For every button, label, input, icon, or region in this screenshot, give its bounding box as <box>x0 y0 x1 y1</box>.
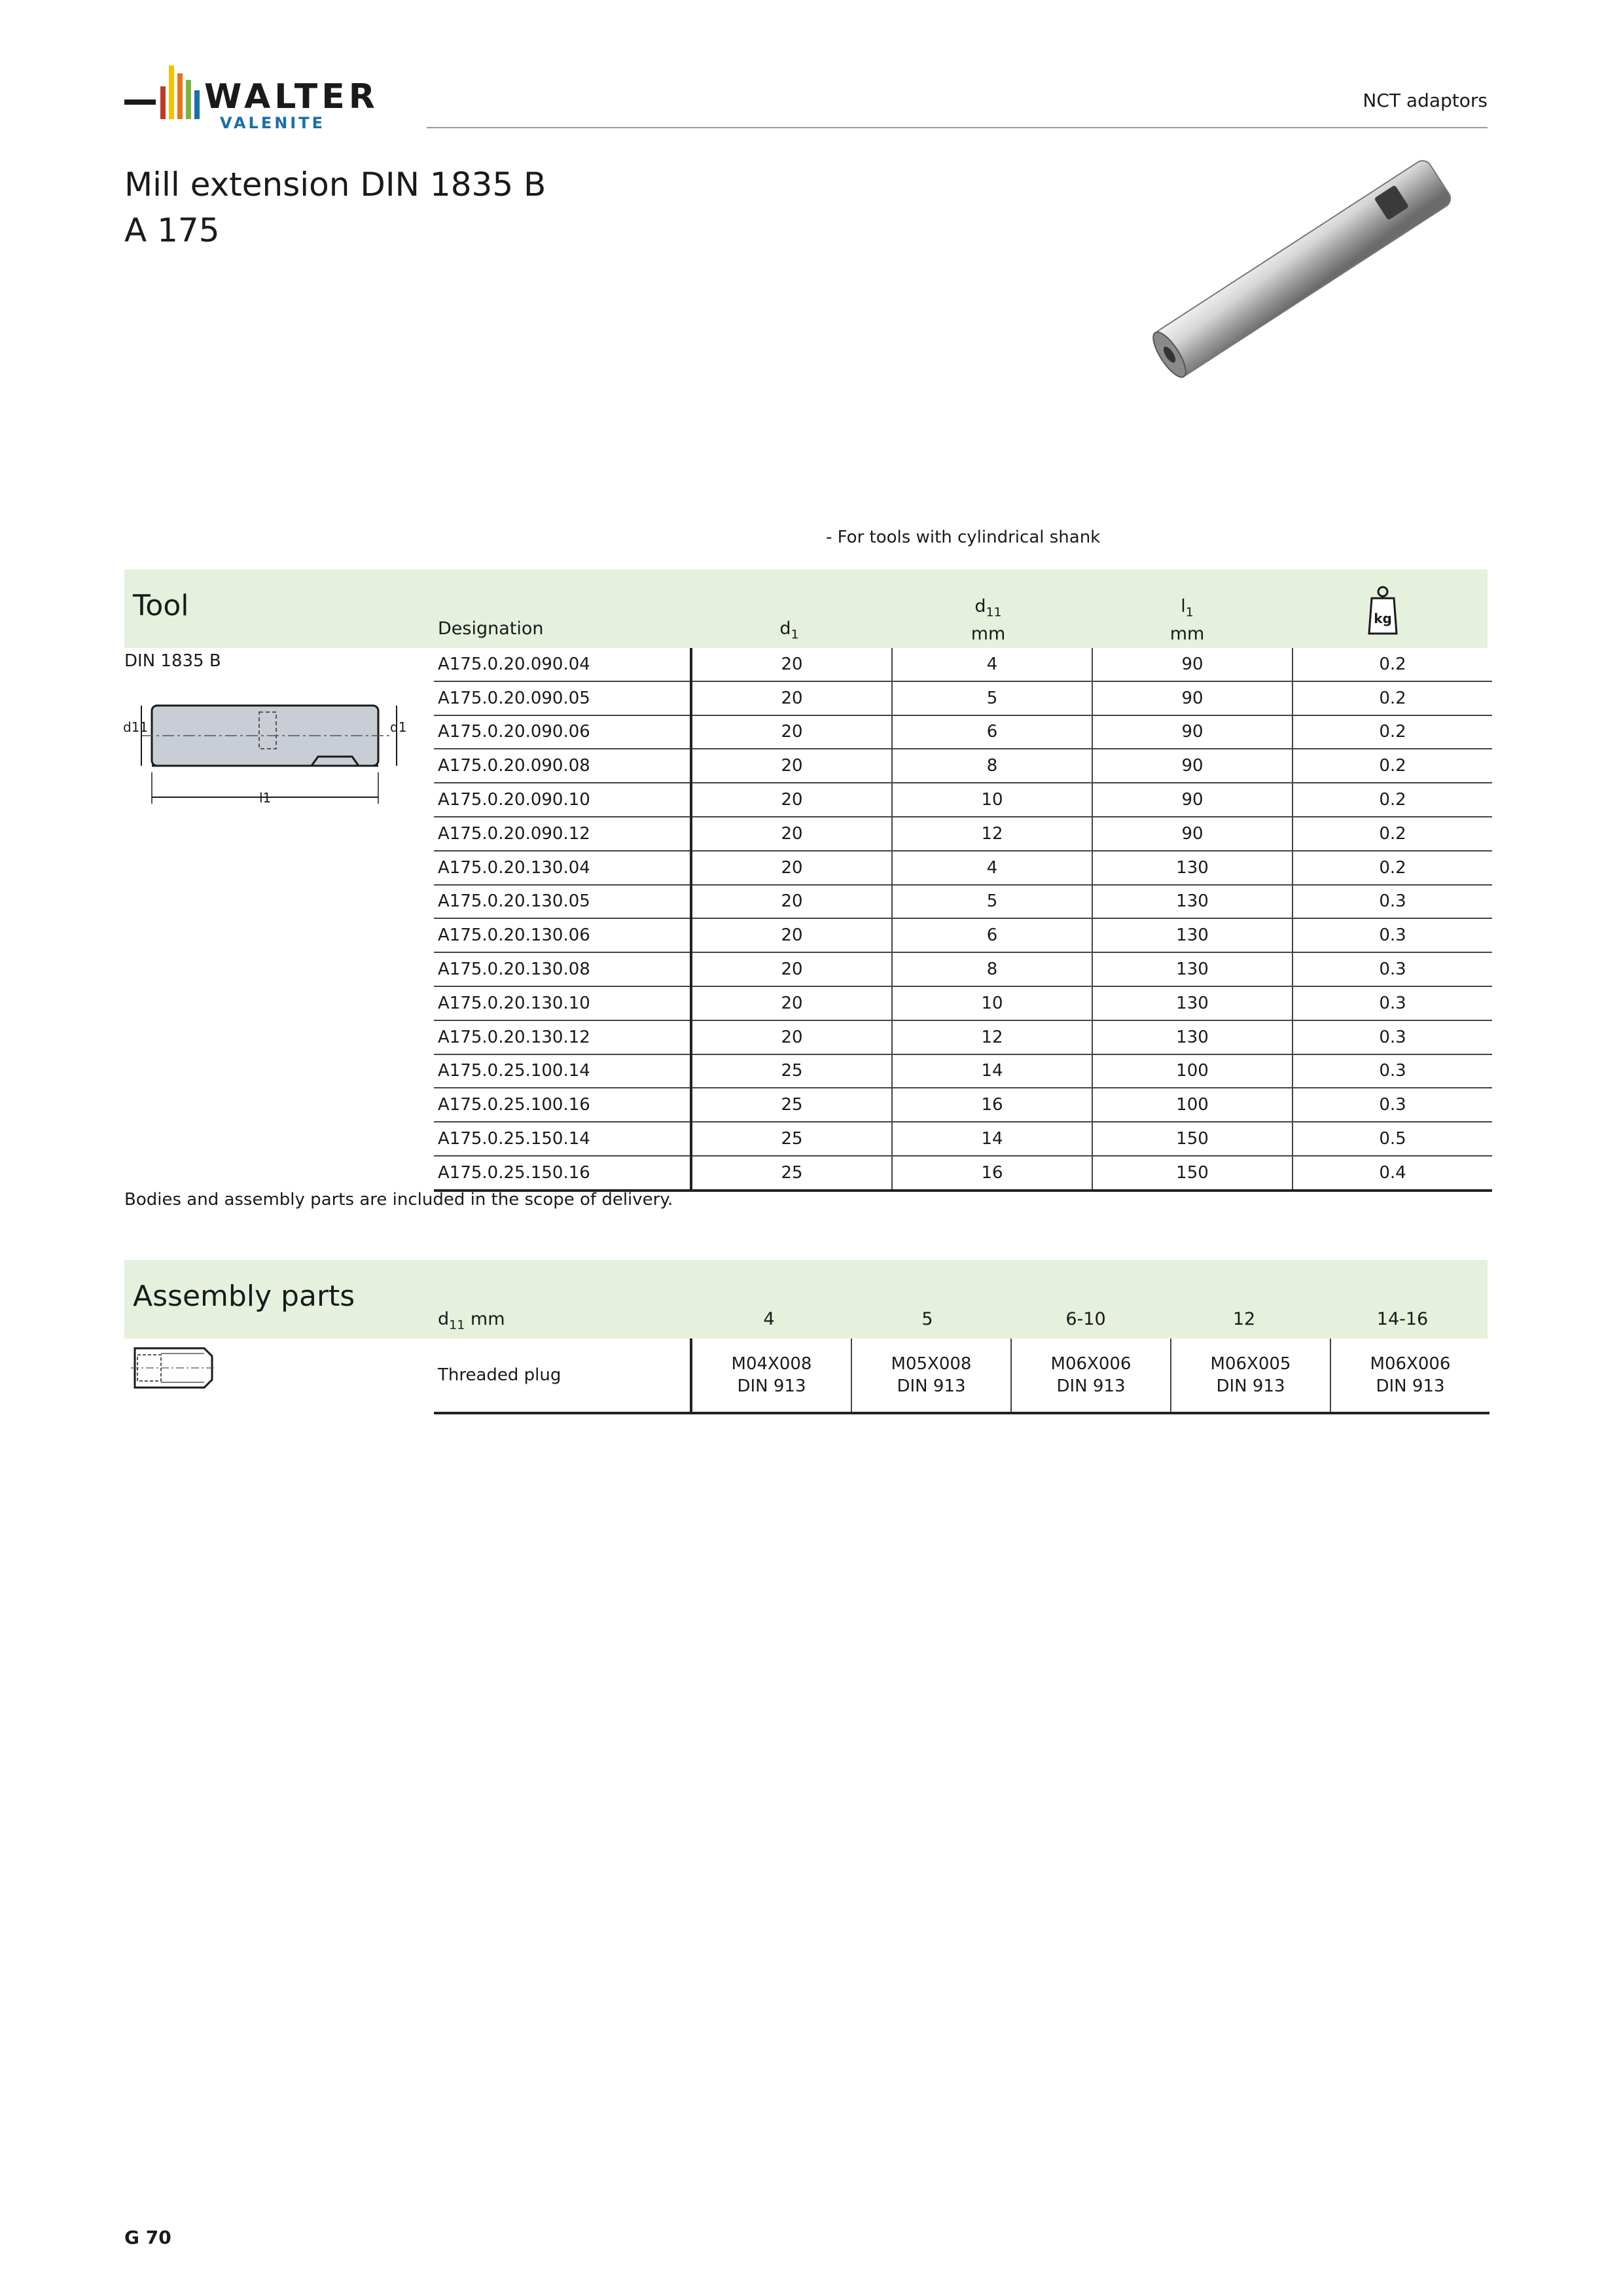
cell-d11: 6 <box>892 918 1092 952</box>
cell-weight: 0.3 <box>1293 986 1492 1020</box>
cell-designation: A175.0.20.130.10 <box>434 986 691 1020</box>
logo-text-valenite: VALENITE <box>220 114 325 132</box>
threaded-plug-drawing <box>131 1342 216 1394</box>
tool-table <box>434 648 1492 1192</box>
cell-d11: 12 <box>892 1020 1092 1054</box>
assembly-col-label <box>438 1309 505 1332</box>
cell-d11: 12 <box>892 817 1092 851</box>
assembly-part-code: M05X008 <box>891 1354 972 1374</box>
cell-weight: 0.3 <box>1293 952 1492 986</box>
cell-l1: 90 <box>1092 817 1293 851</box>
cell-l1: 130 <box>1092 851 1293 885</box>
cell-designation: A175.0.25.150.14 <box>434 1122 691 1156</box>
cell-weight: 0.3 <box>1293 885 1492 919</box>
cell-l1: 90 <box>1092 681 1293 715</box>
cell-designation: A175.0.20.130.08 <box>434 952 691 986</box>
cell-designation: A175.0.20.090.08 <box>434 749 691 783</box>
cell-d11: 5 <box>892 681 1092 715</box>
col-l1-sub: 1 <box>1185 605 1194 620</box>
tool-row <box>434 952 1492 986</box>
col-d11 <box>889 596 1088 645</box>
cell-d1: 20 <box>691 851 892 885</box>
cell-weight: 0.2 <box>1293 681 1492 715</box>
cell-weight: 0.2 <box>1293 648 1492 681</box>
cell-l1: 130 <box>1092 885 1293 919</box>
cell-d1: 20 <box>691 681 892 715</box>
assembly-part-norm: DIN 913 <box>1216 1376 1285 1396</box>
tool-row <box>434 681 1492 715</box>
cell-weight: 0.2 <box>1293 715 1492 749</box>
cell-d1: 20 <box>691 885 892 919</box>
assembly-part-code: M06X006 <box>1050 1354 1132 1374</box>
col-d1-symbol: d <box>779 619 791 639</box>
tool-row <box>434 715 1492 749</box>
col-designation: Designation <box>438 619 544 639</box>
page-title: Mill extension DIN 1835 B <box>124 166 546 204</box>
cell-d11: 14 <box>892 1054 1092 1088</box>
assembly-table <box>434 1338 1489 1414</box>
cell-l1: 90 <box>1092 783 1293 817</box>
assembly-col-3: 12 <box>1232 1309 1256 1329</box>
cell-d1: 25 <box>691 1054 892 1088</box>
tool-row <box>434 1020 1492 1054</box>
page-number: G 70 <box>124 2227 171 2248</box>
product-image <box>1113 151 1492 386</box>
cell-designation: A175.0.20.090.05 <box>434 681 691 715</box>
cell-weight: 0.5 <box>1293 1122 1492 1156</box>
cell-l1: 130 <box>1092 1020 1293 1054</box>
cell-d11: 8 <box>892 749 1092 783</box>
cell-d1: 20 <box>691 817 892 851</box>
cell-d11: 8 <box>892 952 1092 986</box>
tool-row <box>434 749 1492 783</box>
cell-weight: 0.2 <box>1293 783 1492 817</box>
cell-l1: 100 <box>1092 1088 1293 1122</box>
drawing-label-l1: l1 <box>259 790 272 806</box>
cell-weight: 0.3 <box>1293 1088 1492 1122</box>
col-l1-symbol: l <box>1181 596 1186 617</box>
section-label: NCT adaptors <box>1363 90 1488 111</box>
assembly-part-code: M06X006 <box>1370 1354 1451 1374</box>
assembly-band-title: Assembly parts <box>133 1280 355 1313</box>
cell-designation: A175.0.20.130.05 <box>434 885 691 919</box>
cell-d11: 4 <box>892 851 1092 885</box>
cell-designation: A175.0.20.090.06 <box>434 715 691 749</box>
cell-l1: 90 <box>1092 648 1293 681</box>
note-text: - For tools with cylindrical shank <box>826 528 1101 547</box>
cell-designation: A175.0.20.130.04 <box>434 851 691 885</box>
cell-d11: 16 <box>892 1156 1092 1191</box>
cell-designation: A175.0.25.100.16 <box>434 1088 691 1122</box>
tool-row <box>434 1122 1492 1156</box>
cell-d1: 25 <box>691 1156 892 1191</box>
cell-designation: A175.0.25.150.16 <box>434 1156 691 1191</box>
cell-designation: A175.0.20.130.06 <box>434 918 691 952</box>
cell-d11: 5 <box>892 885 1092 919</box>
assembly-col-unit: mm <box>465 1309 505 1329</box>
cell-l1: 150 <box>1092 1156 1293 1191</box>
cell-d1: 25 <box>691 1088 892 1122</box>
assembly-part-norm: DIN 913 <box>897 1376 966 1396</box>
cell-d1: 20 <box>691 749 892 783</box>
cell-l1: 100 <box>1092 1054 1293 1088</box>
tool-row <box>434 783 1492 817</box>
cell-weight: 0.2 <box>1293 851 1492 885</box>
cell-l1: 90 <box>1092 715 1293 749</box>
assembly-part-3 <box>1171 1338 1330 1413</box>
cell-d11: 10 <box>892 986 1092 1020</box>
assembly-col-2: 6-10 <box>1065 1309 1106 1329</box>
cell-weight: 0.3 <box>1293 1054 1492 1088</box>
assembly-col-1: 5 <box>921 1309 933 1329</box>
col-d11-sub: 11 <box>986 605 1002 620</box>
cell-weight: 0.4 <box>1293 1156 1492 1191</box>
assembly-part-norm: DIN 913 <box>1376 1376 1445 1396</box>
tool-row <box>434 851 1492 885</box>
cell-d1: 25 <box>691 1122 892 1156</box>
col-d11-unit: mm <box>971 624 1006 645</box>
header-rule <box>427 127 1488 128</box>
cell-designation: A175.0.20.090.10 <box>434 783 691 817</box>
technical-drawing <box>122 694 410 812</box>
cell-d1: 20 <box>691 1020 892 1054</box>
assembly-part-4 <box>1330 1338 1489 1413</box>
tool-band-title: Tool <box>133 589 189 622</box>
cell-d1: 20 <box>691 986 892 1020</box>
cell-d11: 14 <box>892 1122 1092 1156</box>
logo-text-walter: WALTER <box>204 77 379 117</box>
tool-row <box>434 986 1492 1020</box>
cell-d1: 20 <box>691 648 892 681</box>
cell-weight: 0.2 <box>1293 749 1492 783</box>
cell-designation: A175.0.20.130.12 <box>434 1020 691 1054</box>
assembly-part-0 <box>691 1338 851 1413</box>
cell-l1: 130 <box>1092 952 1293 986</box>
cell-l1: 90 <box>1092 749 1293 783</box>
col-l1-unit: mm <box>1169 624 1205 645</box>
tool-row <box>434 1156 1492 1191</box>
cell-designation: A175.0.25.100.14 <box>434 1054 691 1088</box>
assembly-part-norm: DIN 913 <box>737 1376 806 1396</box>
cell-d1: 20 <box>691 918 892 952</box>
cell-d1: 20 <box>691 952 892 986</box>
tool-row <box>434 1054 1492 1088</box>
cell-d11: 16 <box>892 1088 1092 1122</box>
cell-weight: 0.2 <box>1293 817 1492 851</box>
cell-d11: 6 <box>892 715 1092 749</box>
assembly-part-code: M06X005 <box>1210 1354 1291 1374</box>
col-d11-symbol: d <box>974 596 986 617</box>
assembly-part-1 <box>851 1338 1011 1413</box>
assembly-part-code: M04X008 <box>731 1354 812 1374</box>
norm-label: DIN 1835 B <box>124 651 221 671</box>
col-d1-sub: 1 <box>791 627 799 642</box>
drawing-label-d11: d11 <box>123 719 149 735</box>
cell-l1: 130 <box>1092 918 1293 952</box>
tool-footnote: Bodies and assembly parts are included in the scope of delivery. <box>124 1190 673 1210</box>
assembly-col-4: 14-16 <box>1376 1309 1429 1329</box>
drawing-label-d1: d1 <box>390 719 407 735</box>
col-l1 <box>1088 596 1287 645</box>
assembly-col-sub: 11 <box>449 1318 465 1333</box>
cell-d11: 4 <box>892 648 1092 681</box>
assembly-part-2 <box>1011 1338 1171 1413</box>
assembly-col-0: 4 <box>763 1309 775 1329</box>
tool-row <box>434 1088 1492 1122</box>
cell-designation: A175.0.20.090.04 <box>434 648 691 681</box>
col-d1 <box>690 619 889 641</box>
cell-d11: 10 <box>892 783 1092 817</box>
cell-designation: A175.0.20.090.12 <box>434 817 691 851</box>
cell-l1: 130 <box>1092 986 1293 1020</box>
weight-kg-icon <box>1368 584 1398 636</box>
cell-d1: 20 <box>691 783 892 817</box>
cell-l1: 150 <box>1092 1122 1293 1156</box>
assembly-part-norm: DIN 913 <box>1056 1376 1126 1396</box>
cell-weight: 0.3 <box>1293 1020 1492 1054</box>
weight-kg-label: kg <box>1374 611 1392 626</box>
assembly-row-label: Threaded plug <box>434 1338 691 1413</box>
tool-row <box>434 918 1492 952</box>
assembly-col-symbol: d <box>438 1309 450 1329</box>
assembly-row <box>434 1338 1489 1413</box>
cell-weight: 0.3 <box>1293 918 1492 952</box>
tool-row <box>434 885 1492 919</box>
page-subtitle: A 175 <box>124 211 220 249</box>
cell-d1: 20 <box>691 715 892 749</box>
tool-row <box>434 817 1492 851</box>
tool-row <box>434 648 1492 681</box>
